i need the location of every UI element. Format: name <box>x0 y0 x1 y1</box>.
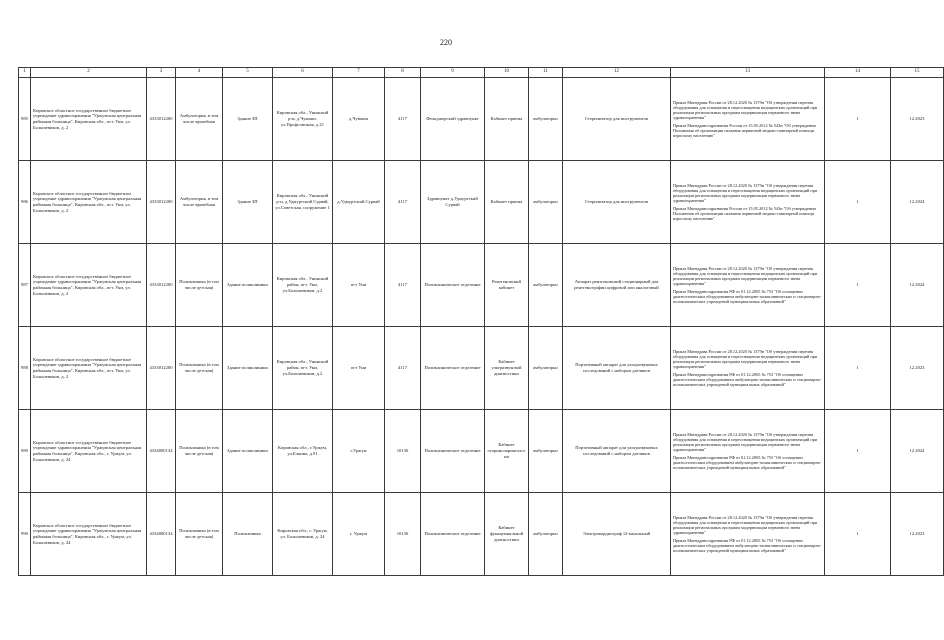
table-row <box>19 410 944 493</box>
equipment-cell: Портативный аппарат для ультразвуковых исследований с набором датчиков <box>563 410 671 493</box>
facility-type-cell: Поликлиника (в том числе детская) <box>176 244 223 327</box>
regulation-paragraph: Приказ Минздрава России от 28.12.2020 № 1379н "Об утверждении перечня оборудования для оснащения и переоснащения медицинских организаций при реализации региональных программ модернизации первичного звена здравоохранения" <box>673 99 818 121</box>
row-number: 989 <box>19 410 31 493</box>
room-cell: Кабинет приема <box>485 78 529 161</box>
regulation-cell <box>671 78 825 161</box>
room-cell: Кабинет функциональной диагностики <box>485 493 529 576</box>
address-cell: Кировская обл., Унинский р-н, д.Удмуртский Сурвай, ул.Советская, сооружение 1 <box>273 161 333 244</box>
facility-type-cell: Поликлиника (в том числе детская) <box>176 493 223 576</box>
organization-cell: Кировское областное государственное бюджетное учреждение здравоохранения "Уржумская центральная районная больница", Кировская обл., г. Уржум, ул. Большевиков, д. 24 <box>31 493 147 576</box>
regulation-paragraph: Приказ Минздравсоцразвития РФ от 01.12.2005 № 753 "Об оснащении диагностическим оборудованием амбулаторно-поликлинических и стационарно-поликлинических учреждений муниципальных образований" <box>673 537 822 554</box>
locality-cell: д.Удмуртский Сурвай <box>333 161 385 244</box>
regulation-paragraph: Приказ Минздравсоцразвития РФ от 01.12.2005 № 753 "Об оснащении диагностическим оборудованием амбулаторно-поликлинических и стационарно-поликлинических учреждений муниципальных образований" <box>673 454 822 471</box>
equipment-cell: Стерилизатор для инструментов <box>563 161 671 244</box>
equipment-table <box>18 67 944 576</box>
room-cell: Кабинет ультразвуковой диагностики <box>485 327 529 410</box>
row-number: 985 <box>19 78 31 161</box>
building-cell: Здание ЗП <box>223 161 273 244</box>
address-cell: Кировская обл., Унинский р-н, д.Чуваши, ул.Профсоюзная, д.21 <box>273 78 333 161</box>
oktmo-cell: 4117 <box>385 161 421 244</box>
department-cell: Поликлиническое отделение <box>421 244 485 327</box>
quantity-cell: 1 <box>825 493 891 576</box>
column-header-15: 15 <box>891 68 944 78</box>
row-number: 987 <box>19 244 31 327</box>
row-number: 988 <box>19 327 31 410</box>
code-cell: 4334000134 <box>147 410 176 493</box>
header-row <box>19 68 944 78</box>
locality-cell: пгт Уни <box>333 327 385 410</box>
organization-cell: Кировское областное государственное бюджетное учреждение здравоохранения "Уржумская центральная районная больница", Кировская обл., пгт. Уни, ул. Большевиков, д. 2 <box>31 327 147 410</box>
equipment-cell: Электрокардиограф 12-канальный <box>563 493 671 576</box>
oktmo-cell: 10136 <box>385 410 421 493</box>
care-mode-cell: амбулаторно <box>529 493 563 576</box>
column-header-9: 9 <box>421 68 485 78</box>
department-cell: Фельдшерский здравпункт <box>421 78 485 161</box>
care-mode-cell: амбулаторно <box>529 244 563 327</box>
regulation-paragraph: Приказ Минздрава России от 28.12.2020 № 1379н "Об утверждении перечня оборудования для оснащения и переоснащения медицинских организаций при реализации региональных программ модернизации первичного звена здравоохранения" <box>673 265 818 287</box>
building-cell: Здание поликлиники <box>223 327 273 410</box>
regulation-paragraph: Приказ Минздравсоцразвития России от 15.05.2012 № 543н "Об утверждении Положения об организации оказания первичной медико-санитарной помощи взрослому населению" <box>673 205 816 222</box>
quantity-cell: 1 <box>825 161 891 244</box>
quantity-cell: 1 <box>825 78 891 161</box>
building-cell: Здание поликлиники <box>223 410 273 493</box>
building-cell: Здание поликлиники <box>223 244 273 327</box>
building-cell: Поликлиника <box>223 493 273 576</box>
facility-type-cell: Поликлиника (в том числе детская) <box>176 410 223 493</box>
regulation-paragraph: Приказ Минздравсоцразвития РФ от 01.12.2005 № 753 "Об оснащении диагностическим оборудованием амбулаторно-поликлинических и стационарно-поликлинических учреждений муниципальных образований" <box>673 288 822 305</box>
regulation-cell <box>671 244 825 327</box>
column-header-1: 1 <box>19 68 31 78</box>
regulation-paragraph: Приказ Минздравсоцразвития России от 15.05.2012 № 543н "Об утверждении Положения об организации оказания первичной медико-санитарной помощи взрослому населению" <box>673 122 816 139</box>
equipment-cell: Портативный аппарат для ультразвуковых исследований с набором датчиков <box>563 327 671 410</box>
department-cell: Поликлиническое отделение <box>421 493 485 576</box>
table-row <box>19 493 944 576</box>
column-header-4: 4 <box>176 68 223 78</box>
address-cell: Кировская обл., г. Уржум, ул. Большевиков, д. 24 <box>273 493 333 576</box>
quantity-cell: 1 <box>825 410 891 493</box>
column-header-3: 3 <box>147 68 176 78</box>
regulation-paragraph: Приказ Минздрава России от 28.12.2020 № 1379н "Об утверждении перечня оборудования для оснащения и переоснащения медицинских организаций при реализации региональных программ модернизации первичного звена здравоохранения" <box>673 431 818 453</box>
table-row <box>19 161 944 244</box>
date-cell: 12.2023 <box>891 327 944 410</box>
oktmo-cell: 4117 <box>385 78 421 161</box>
equipment-cell: Стерилизатор для инструментов <box>563 78 671 161</box>
regulation-cell <box>671 493 825 576</box>
locality-cell: д.Чуваши <box>333 78 385 161</box>
column-header-11: 11 <box>529 68 563 78</box>
row-number: 990 <box>19 493 31 576</box>
regulation-cell <box>671 327 825 410</box>
table-row <box>19 327 944 410</box>
code-cell: 4333012200 <box>147 244 176 327</box>
quantity-cell: 1 <box>825 244 891 327</box>
care-mode-cell: амбулаторно <box>529 78 563 161</box>
column-header-6: 6 <box>273 68 333 78</box>
column-header-5: 5 <box>223 68 273 78</box>
care-mode-cell: амбулаторно <box>529 161 563 244</box>
regulation-paragraph: Приказ Минздрава России от 28.12.2020 № 1379н "Об утверждении перечня оборудования для оснащения и переоснащения медицинских организаций при реализации региональных программ модернизации первичного звена здравоохранения" <box>673 182 818 204</box>
facility-type-cell: Амбулатория, в том числе врачебная <box>176 78 223 161</box>
oktmo-cell: 4117 <box>385 327 421 410</box>
facility-type-cell: Амбулатория, в том числе врачебная <box>176 161 223 244</box>
building-cell: Здание ЗП <box>223 78 273 161</box>
organization-cell: Кировское областное государственное бюджетное учреждение здравоохранения "Уржумская центральная районная больница", Кировская обл., пгт. Уни, ул. Большевиков, д. 2 <box>31 78 147 161</box>
code-cell: 4333012200 <box>147 327 176 410</box>
locality-cell: пгт Уни <box>333 244 385 327</box>
column-header-10: 10 <box>485 68 529 78</box>
column-header-14: 14 <box>825 68 891 78</box>
date-cell: 12.2023 <box>891 493 944 576</box>
table-row <box>19 244 944 327</box>
oktmo-cell: 10136 <box>385 493 421 576</box>
room-cell: Кабинет приема <box>485 161 529 244</box>
column-header-8: 8 <box>385 68 421 78</box>
date-cell: 12.2024 <box>891 161 944 244</box>
care-mode-cell: амбулаторно <box>529 327 563 410</box>
facility-type-cell: Поликлиника (в том числе детская) <box>176 327 223 410</box>
column-header-13: 13 <box>671 68 825 78</box>
equipment-cell: Аппарат рентгеновский стационарный для рентгенографии цифровой или аналоговый <box>563 244 671 327</box>
row-number: 986 <box>19 161 31 244</box>
quantity-cell: 1 <box>825 327 891 410</box>
table-body <box>19 68 944 576</box>
address-cell: Кировская обл., г.Уржум, ул.Елкина, д.91 <box>273 410 333 493</box>
column-header-2: 2 <box>31 68 147 78</box>
organization-cell: Кировское областное государственное бюджетное учреждение здравоохранения "Уржумская центральная районная больница", Кировская обл., пгт. Уни, ул. Большевиков, д. 2 <box>31 244 147 327</box>
department-cell: Поликлиническое отделение <box>421 327 485 410</box>
code-cell: 4334000134 <box>147 493 176 576</box>
column-header-7: 7 <box>333 68 385 78</box>
organization-cell: Кировское областное государственное бюджетное учреждение здравоохранения "Уржумская центральная районная больница", Кировская обл., пгт. Уни, ул. Большевиков, д. 2 <box>31 161 147 244</box>
regulation-paragraph: Приказ Минздрава России от 28.12.2020 № 1379н "Об утверждении перечня оборудования для оснащения и переоснащения медицинских организаций при реализации региональных программ модернизации первичного звена здравоохранения" <box>673 514 818 536</box>
department-cell: Здравпункт д.Удмуртский Сурвай <box>421 161 485 244</box>
date-cell: 12.2024 <box>891 244 944 327</box>
address-cell: Кировская обл., Унинский район, пгт. Уни, ул.Большевиков, д.2 <box>273 244 333 327</box>
organization-cell: Кировское областное государственное бюджетное учреждение здравоохранения "Уржумская центральная районная больница", Кировская обл., г. Уржум, ул. Большевиков, д. 24 <box>31 410 147 493</box>
regulation-cell <box>671 410 825 493</box>
locality-cell: г.Уржум <box>333 410 385 493</box>
date-cell: 12.2024 <box>891 410 944 493</box>
page-number: 220 <box>440 38 452 47</box>
table-row <box>19 78 944 161</box>
room-cell: Кабинет оториноларингологии <box>485 410 529 493</box>
oktmo-cell: 4117 <box>385 244 421 327</box>
regulation-paragraph: Приказ Минздравсоцразвития РФ от 01.12.2005 № 753 "Об оснащении диагностическим оборудованием амбулаторно-поликлинических и стационарно-поликлинических учреждений муниципальных образований" <box>673 371 822 388</box>
address-cell: Кировская обл., Унинский район, пгт. Уни, ул.Большевиков, д.2 <box>273 327 333 410</box>
column-header-12: 12 <box>563 68 671 78</box>
date-cell: 12.2023 <box>891 78 944 161</box>
care-mode-cell: амбулаторно <box>529 410 563 493</box>
regulation-cell <box>671 161 825 244</box>
department-cell: Поликлиническое отделение <box>421 410 485 493</box>
code-cell: 4333012200 <box>147 78 176 161</box>
code-cell: 4333012200 <box>147 161 176 244</box>
regulation-paragraph: Приказ Минздрава России от 28.12.2020 № 1379н "Об утверждении перечня оборудования для оснащения и переоснащения медицинских организаций при реализации региональных программ модернизации первичного звена здравоохранения" <box>673 348 818 370</box>
locality-cell: г. Уржум <box>333 493 385 576</box>
room-cell: Рентгеновский кабинет <box>485 244 529 327</box>
